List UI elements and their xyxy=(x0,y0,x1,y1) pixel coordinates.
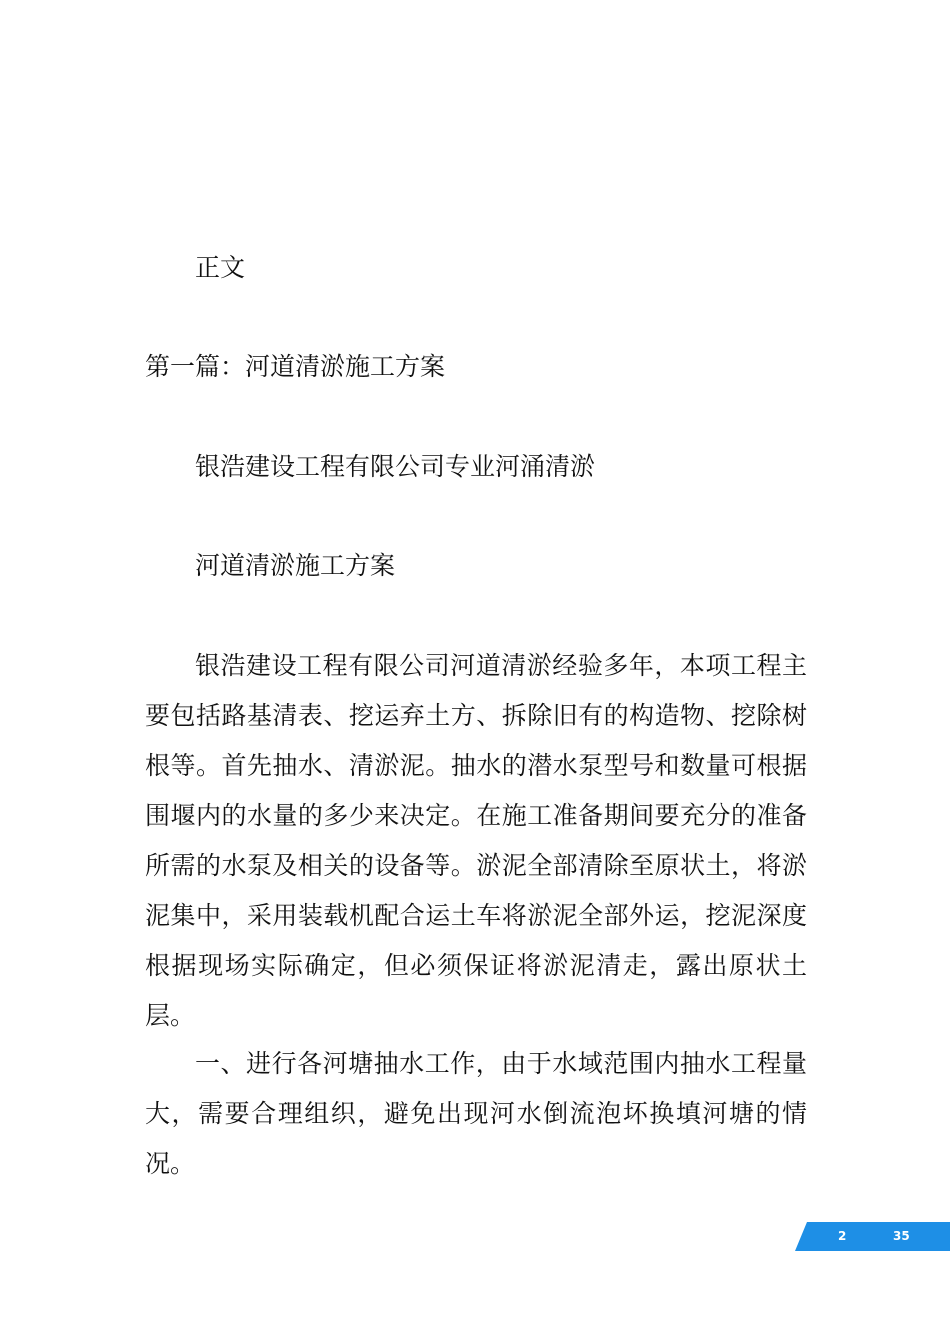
body-paragraph-overview: 银浩建设工程有限公司河道清淤经验多年，本项工程主要包括路基清表、挖运弃土方、拆除旧有的构造物、挖除树根等。首先抽水、清淤泥。抽水的潜水泵型号和数量可根据围堰内的水量的多少来决定。在施工准备期间要充分的准备所需的水泵及相关的设备等。淤泥全部清除至原状土，将淤泥集中，采用装载机配合运土车将淤泥全部外运，挖泥深度根据现场实际确定，但必须保证将淤泥清走，露出原状土层。 xyxy=(145,651,807,1030)
plan-title: 河道清淤施工方案 xyxy=(195,551,396,580)
body-paragraph-step-one: 一、进行各河塘抽水工作，由于水域范围内抽水工程量大，需要合理组织，避免出现河水倒流泡坏换填河塘的情况。 xyxy=(145,1049,807,1178)
total-page-count: 35 xyxy=(893,1229,910,1243)
chapter-title: 第一篇：河道清淤施工方案 xyxy=(145,352,446,381)
section-label-body: 正文 xyxy=(195,253,246,282)
current-page-number: 2 xyxy=(838,1229,847,1243)
company-line: 银浩建设工程有限公司专业河涌清淤 xyxy=(195,452,596,481)
page-number-band xyxy=(795,1222,950,1251)
